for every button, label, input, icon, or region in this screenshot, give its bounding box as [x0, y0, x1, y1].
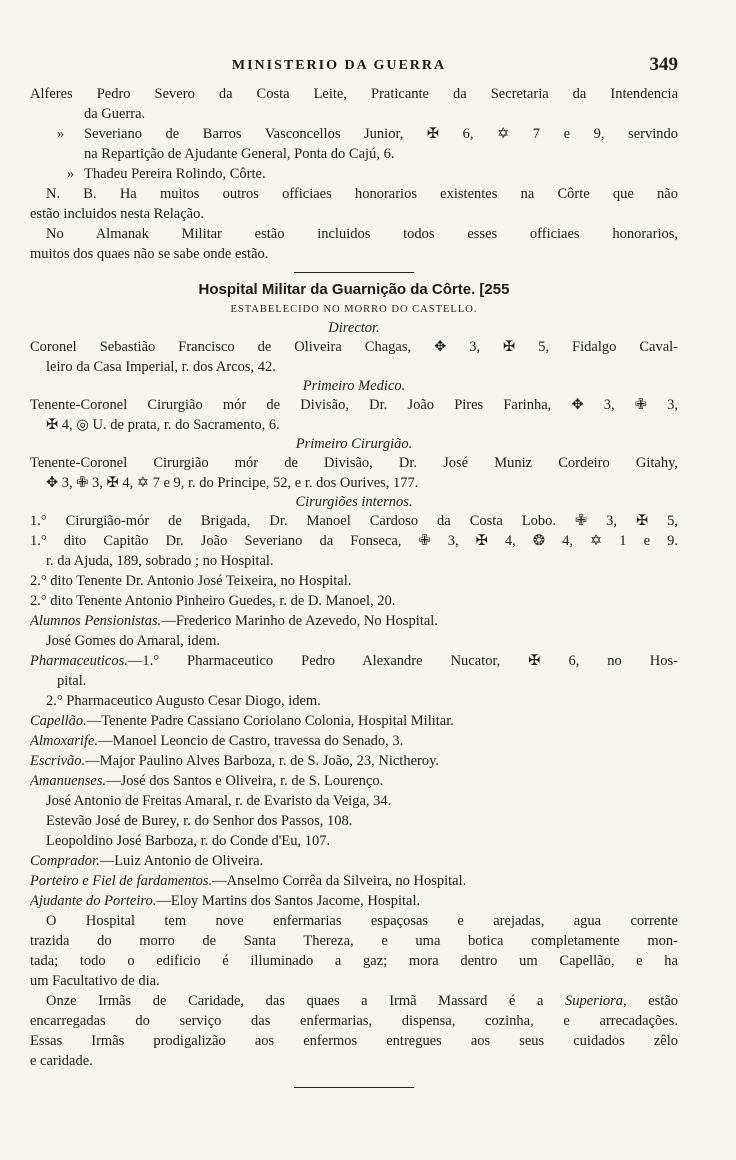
alferes-lead: Alferes — [30, 86, 73, 102]
role-label: Capellão. — [30, 713, 87, 729]
alumnos-line: José Gomes do Amaral, idem. — [46, 633, 220, 649]
pharm-line: Pharmaceuticos.—1.° Pharmaceutico Pedro Alexandre Nucator, ✠ 6, no Hos- — [30, 653, 678, 669]
cirurgioes-heading: Cirurgiões internos. — [295, 494, 413, 510]
paragraph-line: tada; todo o edificio é illuminado a gaz; mora dentro um Capellão, e ha — [30, 953, 678, 969]
paragraph-line: encarregadas do serviço das enfermarias, dispensa, cozinha, e arrecadações. — [30, 1013, 678, 1029]
role-line: Amanuenses.—José dos Santos e Oliveira, r. de S. Lourenço. — [30, 773, 384, 789]
porteiro-label: Porteiro e Fiel de fardamentos. — [30, 873, 213, 889]
divider — [294, 1087, 414, 1088]
notes — [30, 184, 678, 264]
note-line: estão incluidos nesta Relação. — [30, 206, 204, 222]
role-label: Almoxarife. — [30, 733, 99, 749]
alferes-line: » Thadeu Pereira Rolindo, Côrte. — [66, 166, 266, 182]
director-line: leiro da Casa Imperial, r. dos Arcos, 42. — [46, 359, 276, 375]
note-line: No Almanak Militar estão incluidos todos esses officiaes honorarios, — [46, 226, 678, 242]
director-heading: Director. — [328, 320, 380, 336]
comprador-label: Comprador. — [30, 853, 100, 869]
divider — [294, 272, 414, 273]
ajudante-label: Ajudante do Porteiro. — [30, 893, 157, 909]
sisters-paragraph — [30, 991, 678, 1071]
cirurgiao-line: 2.° dito Tenente Antonio Pinheiro Guedes, r. de D. Manoel, 20. — [30, 593, 396, 609]
paragraph-line: um Facultativo de dia. — [30, 973, 160, 989]
role-line: Almoxarife.—Manoel Leoncio de Castro, travessa do Senado, 3. — [30, 733, 404, 749]
primeiro-medico-heading: Primeiro Medico. — [302, 378, 406, 394]
role-line: Escrivão.—Major Paulino Alves Barboza, r. de S. João, 23, Nictheroy. — [30, 753, 440, 769]
running-head-title: MINISTERIO DA GUERRA — [231, 58, 447, 73]
note-line: N. B. Ha muitos outros officiaes honorarios existentes na Côrte que não — [46, 186, 678, 202]
porteiro-line: Porteiro e Fiel de fardamentos.—Anselmo Corrêa da Silveira, no Hospital. — [30, 873, 467, 889]
alferes-line: » Severiano de Barros Vasconcellos Junior, ✠ 6, ✡ 7 e 9, servindo — [57, 126, 678, 142]
paragraph-line: Onze Irmãs de Caridade, das quaes a Irmã Massard é a Superiora, estão — [46, 993, 678, 1009]
role-label: Amanuenses. — [30, 773, 107, 789]
cirurgiao-line: 1.° Cirurgião-mór de Brigada, Dr. Manoel Cardoso da Costa Lobo. ✙ 3, ✠ 5, — [30, 513, 678, 529]
primeiro-medico-line: Tenente-Coronel Cirurgião mór de Divisão, Dr. João Pires Farinha, ✥ 3, ✙ 3, — [30, 397, 678, 413]
primeiro-cirurgiao-heading: Primeiro Cirurgião. — [295, 436, 413, 452]
amanuense-line: Leopoldino José Barboza, r. do Conde d'Eu, 107. — [46, 833, 331, 849]
ajudante-line: Ajudante do Porteiro.—Eloy Martins dos Santos Jacome, Hospital. — [30, 893, 421, 909]
paragraph-line: e caridade. — [30, 1053, 93, 1069]
hospital-title: Hospital Militar da Guarnição da Côrte. [255 — [198, 281, 510, 298]
paragraph-line: trazida do morro de Santa Thereza, e uma botica completamente mon- — [30, 933, 678, 949]
cirurgiao-line: 1.° dito Capitão Dr. João Severiano da Fonseca, ✙ 3, ✠ 4, ❂ 4, ✡ 1 e 9. — [30, 533, 678, 549]
amanuense-line: José Antonio de Freitas Amaral, r. de Evaristo da Veiga, 34. — [46, 793, 392, 809]
pharm-line: 2.° Pharmaceutico Augusto Cesar Diogo, idem. — [46, 693, 321, 709]
cirurgiao-line: 2.° dito Tenente Dr. Antonio José Teixeira, no Hospital. — [30, 573, 352, 589]
hospital-description — [30, 911, 678, 991]
alumnos-label: Alumnos Pensionistas. — [30, 613, 162, 629]
role-label: Escrivão. — [30, 753, 86, 769]
page-number: 349 — [649, 54, 678, 75]
cirurgiao-line: r. da Ajuda, 189, sobrado ; no Hospital. — [46, 553, 274, 569]
amanuense-line: Estevão José de Burey, r. do Senhor dos Passos, 108. — [46, 813, 353, 829]
primeiro-medico-line: ✠ 4, ◎ U. de prata, r. do Sacramento, 6. — [46, 417, 280, 433]
hospital-subtitle: ESTABELECIDO NO MORRO DO CASTELLO. — [230, 304, 478, 315]
book-page — [30, 54, 678, 1094]
pharm-label: Pharmaceuticos. — [30, 653, 128, 669]
paragraph-line: O Hospital tem nove enfermarias espaçosas e arejadas, agua corrente — [46, 913, 678, 929]
note-line: muitos dos quaes não se sabe onde estão. — [30, 246, 269, 262]
director-line: Coronel Sebastião Francisco de Oliveira Chagas, ✥ 3, ✠ 5, Fidalgo Caval- — [30, 339, 678, 355]
pharm-line: pital. — [57, 673, 87, 689]
alferes-line: Alferes Pedro Severo da Costa Leite, Praticante da Secretaria da Intendencia — [30, 86, 678, 102]
alumnos-line: Alumnos Pensionistas.—Frederico Marinho de Azevedo, No Hospital. — [30, 613, 438, 629]
role-line: Capellão.—Tenente Padre Cassiano Coriolano Colonia, Hospital Militar. — [30, 713, 454, 729]
alferes-line: da Guerra. — [84, 106, 146, 122]
alferes-list — [30, 84, 678, 184]
primeiro-cirurgiao-line: Tenente-Coronel Cirurgião mór de Divisão, Dr. José Muniz Cordeiro Gitahy, — [30, 455, 678, 471]
alferes-line: na Repartição de Ajudante General, Ponta do Cajú, 6. — [84, 146, 395, 162]
primeiro-cirurgiao-line: ✥ 3, ✙ 3, ✠ 4, ✡ 7 e 9, r. do Principe, 52, e r. dos Ourives, 177. — [46, 475, 419, 491]
running-head — [30, 54, 678, 84]
paragraph-line: Essas Irmãs prodigalizão aos enfermos entregues aos seus cuidados zêlo — [30, 1033, 678, 1049]
comprador-line: Comprador.—Luiz Antonio de Oliveira. — [30, 853, 264, 869]
